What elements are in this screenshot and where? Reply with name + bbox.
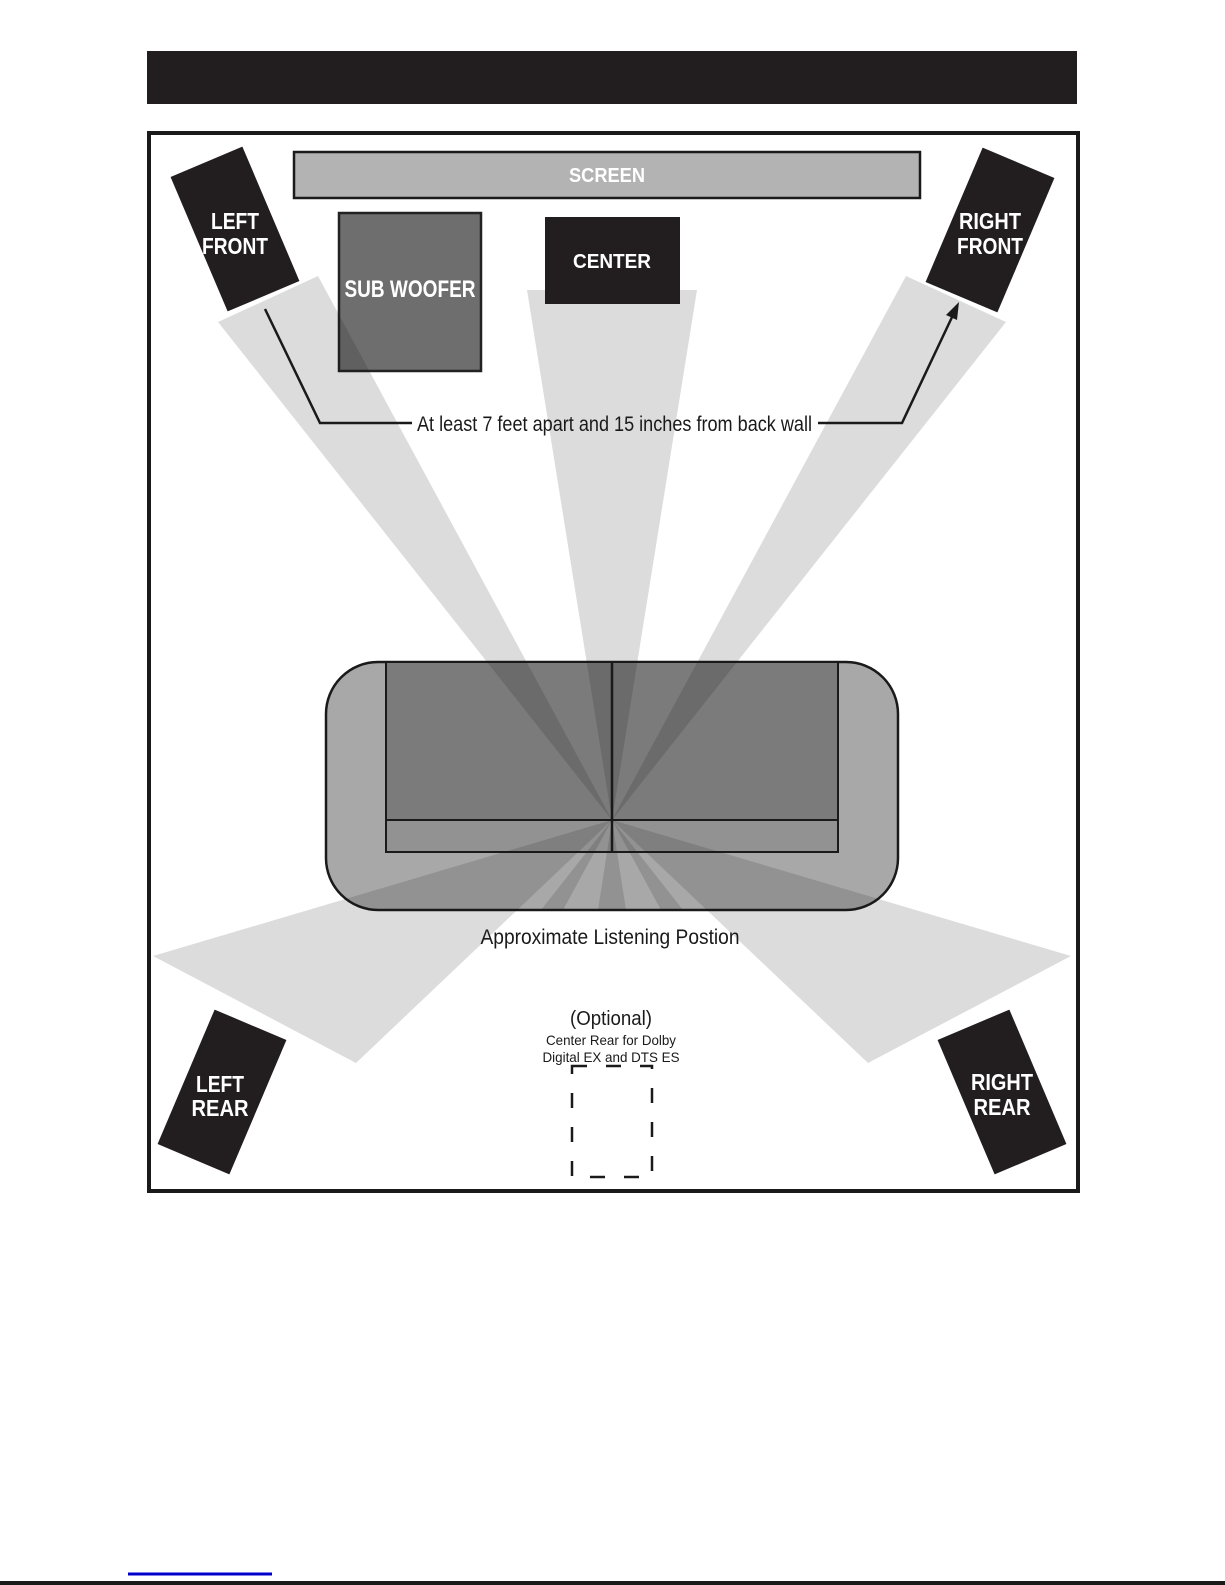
left-rear-speaker-label-line1: LEFT bbox=[196, 1071, 244, 1097]
listening-position-label: Approximate Listening Postion bbox=[480, 926, 740, 949]
page-bottom-border bbox=[0, 1581, 1225, 1585]
placement-annotation: At least 7 feet apart and 15 inches from back wall bbox=[417, 413, 812, 436]
header-bar bbox=[147, 51, 1077, 104]
subwoofer-label: SUB WOOFER bbox=[344, 276, 476, 303]
optional-line1: Center Rear for Dolby bbox=[546, 1032, 676, 1048]
right-rear-speaker-label-line2: REAR bbox=[973, 1094, 1031, 1120]
screen-label: SCREEN bbox=[569, 165, 645, 187]
optional-title: (Optional) bbox=[570, 1008, 652, 1030]
optional-line2: Digital EX and DTS ES bbox=[542, 1049, 680, 1065]
right-front-speaker-label-line1: RIGHT bbox=[959, 208, 1021, 234]
center-speaker-label: CENTER bbox=[573, 251, 652, 273]
right-front-speaker-label-line2: FRONT bbox=[957, 233, 1023, 259]
left-front-speaker-label-line2: FRONT bbox=[202, 233, 268, 259]
left-front-speaker-label-line1: LEFT bbox=[211, 208, 259, 234]
right-rear-speaker-label-line1: RIGHT bbox=[971, 1069, 1033, 1095]
left-rear-speaker-label-line2: REAR bbox=[191, 1095, 249, 1121]
